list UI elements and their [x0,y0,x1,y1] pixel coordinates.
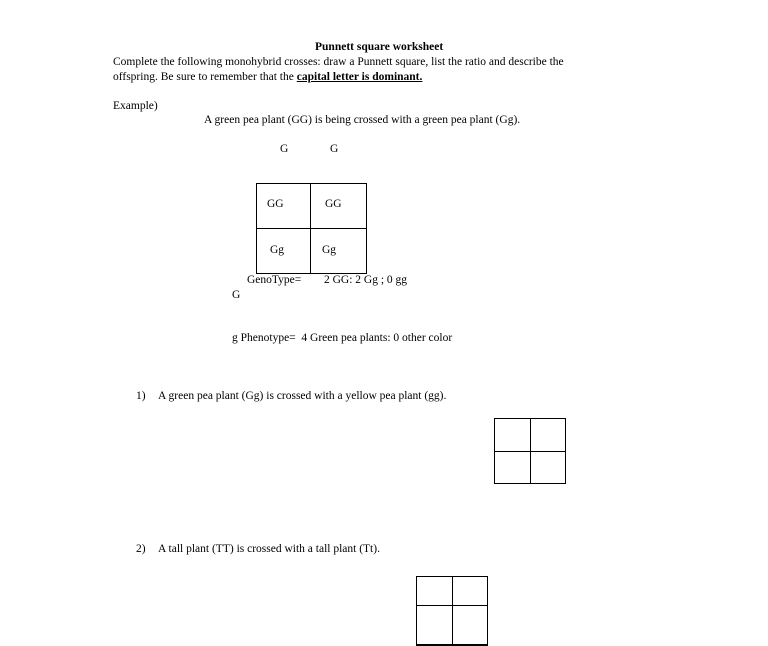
example-label: Example) [113,100,158,112]
question-text: A green pea plant (Gg) is crossed with a yellow pea plant (gg). [158,390,447,402]
side-allele-1: G [232,289,241,301]
blank-punnett-square [494,418,566,484]
cell-value: Gg [270,244,285,256]
punnett-cell [452,605,488,645]
punnett-cell [416,576,453,606]
cell-value: Gg [322,244,337,256]
genotype-value: 2 GG: 2 Gg ; 0 gg [324,274,408,286]
instructions-line-2 [113,71,422,83]
punnett-cell [530,451,566,484]
punnett-cell [452,576,488,606]
question-text: A tall plant (TT) is crossed with a tall plant (Tt). [158,543,380,555]
instructions-line-1: Complete the following monohybrid crosses: draw a Punnett square, list the ratio and describe the [113,56,564,68]
punnett-cell [310,228,367,274]
instructions-text: offspring. Be sure to remember that the [113,71,297,83]
dominant-emphasis: capital letter is dominant. [296,71,423,83]
side-allele-2: g [232,332,238,344]
question-number: 1) [136,390,146,402]
punnett-cell [494,451,531,484]
blank-punnett-square [416,576,488,646]
punnett-cell [494,418,531,452]
top-allele-2: G [330,143,339,155]
example-punnett-square [256,183,367,274]
genotype-label: GenoType= [247,274,302,286]
question-number: 2) [136,543,146,555]
phenotype-value: 4 Green pea plants: 0 other color [301,332,453,344]
example-description: A green pea plant (GG) is being crossed with a green pea plant (Gg). [204,114,521,126]
punnett-cell [530,418,566,452]
cell-value: GG [325,198,342,210]
worksheet-title: Punnett square worksheet [315,41,444,53]
punnett-cell [416,605,453,645]
phenotype-label: Phenotype= [240,332,296,344]
cell-value: GG [267,198,284,210]
top-allele-1: G [280,143,289,155]
phenotype-row [232,332,452,344]
